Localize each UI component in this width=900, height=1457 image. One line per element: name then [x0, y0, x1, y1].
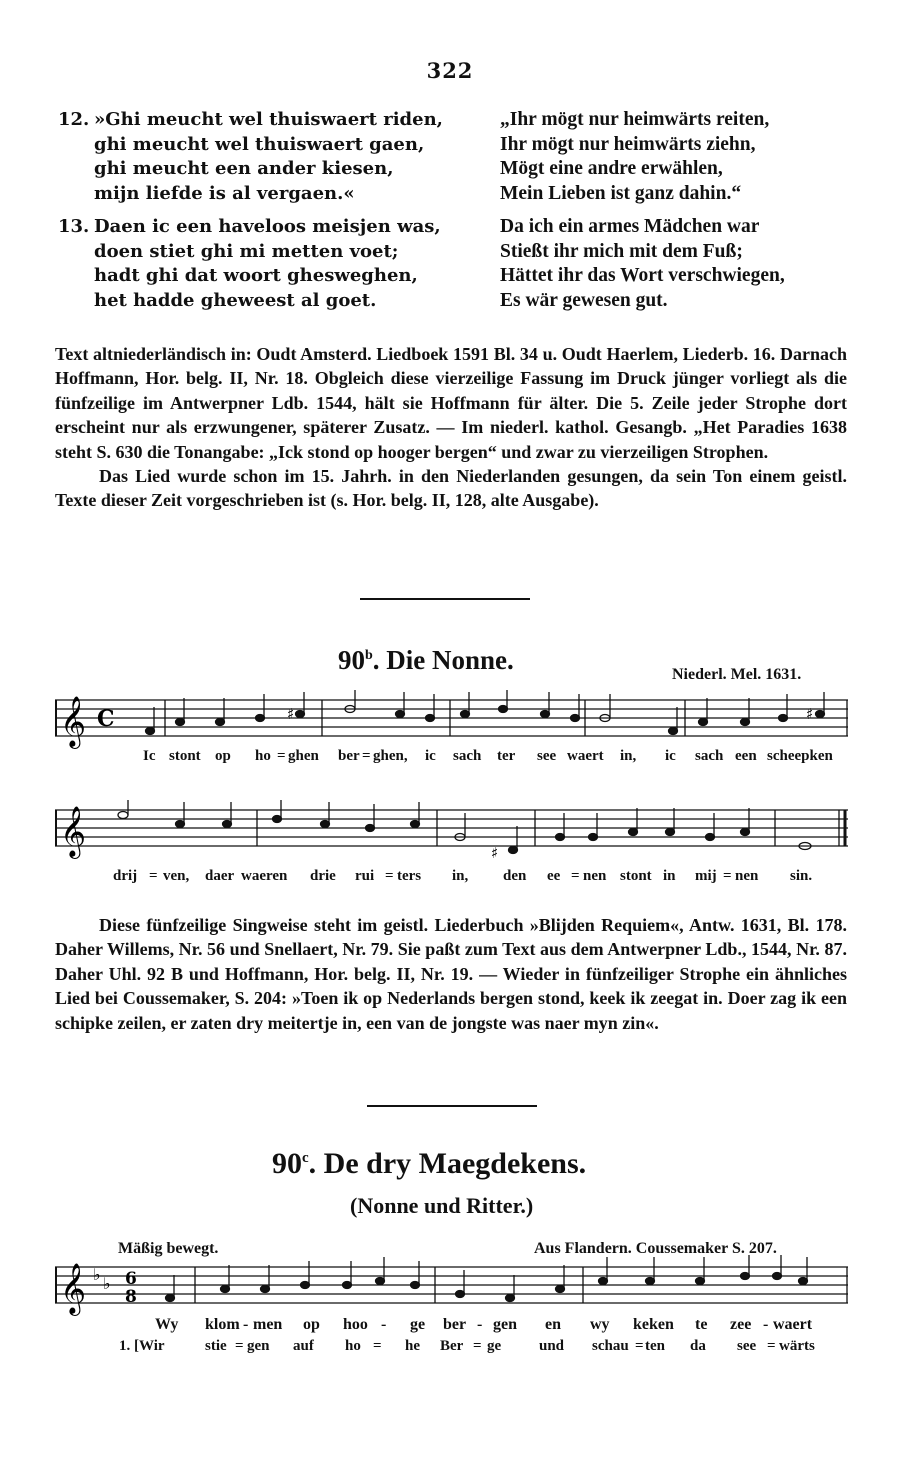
lyric-syllable: gen: [247, 1338, 270, 1354]
song-name: Die Nonne.: [386, 645, 514, 675]
lyric-syllable: da: [690, 1338, 706, 1354]
note-paragraph: Text altniederländisch in: Oudt Amsterd. Liedboek 1591 Bl. 34 u. Oudt Haerlem, Liederb. 16. Darnach Hoffmann, Hor. belg. II, Nr. 18. Obgleich diese vierzeilige Fassung im Druck jünger vorliegt als die fünfzeilige im Antwerpner Ldb. 1544, hält sie Hoffmann für älter. Die 5. Zeile jeder Strophe dort erscheint nur als erzwungener, späterer Zusatz. — Im niederl. kathol. Gesangb. „Het Paradies 1638 steht S. 630 die Tonangabe: „Ick stond op hooger bergen“ und zwar zu vierzeiligen Strophen.: [55, 344, 847, 462]
lyric-syllable: Ic: [143, 748, 156, 764]
lyric-syllable: ho: [255, 748, 271, 764]
song-title: 90$^b$. Die Nonne.: [338, 645, 514, 675]
lyric-syllable: =: [373, 1338, 382, 1354]
lyric-syllable: =: [149, 868, 158, 884]
lyric-syllable: ber: [443, 1316, 467, 1333]
lyric-syllable: zee: [730, 1316, 752, 1333]
lyric-syllable: -: [243, 1316, 249, 1333]
lyric-syllable: daer: [205, 868, 235, 884]
verse-line: het hadde gheweest al goet.: [94, 289, 377, 311]
lyric-syllable: ters: [397, 868, 422, 884]
verse-line: Mögt eine andre erwählen,: [500, 158, 723, 179]
song-subtitle: (Nonne und Ritter.): [350, 1193, 534, 1218]
song-suffix: c: [302, 1150, 309, 1166]
lyric-syllable: 1. [Wir: [119, 1338, 165, 1354]
verse-line: hadt ghi dat woort ghesweghen,: [94, 265, 418, 286]
verse-line: doen stiet ghi mi metten voet;: [94, 240, 399, 262]
stanza-12-dutch: [58, 108, 443, 206]
lyric-syllable: stont: [169, 748, 201, 764]
lyric-syllable: ten: [645, 1338, 665, 1354]
lyric-syllable: in,: [620, 748, 637, 764]
section-divider: [367, 1105, 537, 1107]
lyric-syllable: -: [381, 1316, 387, 1333]
lyric-syllable: =: [385, 868, 394, 884]
lyric-syllable: nen: [735, 868, 759, 884]
lyric-syllable: auf: [293, 1338, 314, 1354]
treble-clef-icon: 𝄞: [60, 696, 87, 747]
svg-text:C: C: [97, 706, 115, 732]
section-divider: [360, 598, 530, 600]
lyric-syllable: keken: [633, 1316, 674, 1333]
svg-text:♯: ♯: [806, 705, 814, 723]
lyric-syllable: hoo: [343, 1316, 368, 1333]
lyric-syllable: =: [635, 1338, 644, 1354]
verse-line: Daen ic een haveloos meisjen was,: [94, 216, 441, 237]
lyric-syllable: Wy: [155, 1316, 179, 1333]
note-paragraph: Diese fünfzeilige Singweise steht im geistl. Liederbuch »Blijden Requiem«, Antw. 1631, Bl. 178. Daher Willems, Nr. 56 und Snellaert, Nr. 79. Sie paßt zum Text aus dem Antwerpner Ldb., 1544, Nr. 87. Daher Uhl. 92 B und Hoffmann, Hor. belg. II, Nr. 19. — Wieder in fünfzeiliger Strophe ein ähnliches Lied bei Coussemaker, S. 204: »Toen ik op Nederlands bergen stond, keek ik zeegat in. Doer zag ik een schipke zeilen, er zaten dry meitertje in, een van de jongste was naer myn zin«.: [55, 915, 847, 1033]
melody-source: Aus Flandern. Coussemaker S. 207.: [534, 1240, 777, 1257]
stanza-number: 13.: [58, 216, 90, 237]
lyric-syllable: ge: [410, 1316, 426, 1333]
lyric-syllable: =: [277, 748, 286, 764]
lyric-syllable: klom: [205, 1316, 240, 1333]
lyric-syllable: =: [767, 1338, 776, 1354]
lyric-syllable: ic: [425, 748, 436, 764]
treble-clef-icon: 𝄞: [60, 806, 87, 857]
stanza-number: 12.: [58, 109, 90, 130]
verse-line: »Ghi meucht wel thuiswaert riden,: [94, 109, 443, 130]
lyric-syllable: =: [362, 748, 371, 764]
treble-clef-icon: 𝄞: [60, 1263, 87, 1314]
lyric-syllable: sach: [695, 748, 724, 764]
lyric-syllable: in,: [452, 868, 469, 884]
song-name: De dry Maegdekens.: [323, 1147, 587, 1180]
verse-line: ghi meucht een ander kiesen,: [94, 158, 394, 179]
lyric-syllable: ge: [487, 1338, 502, 1354]
melody-source: Niederl. Mel. 1631.: [672, 666, 802, 683]
verse-line: Mein Lieben ist ganz dahin.“: [500, 182, 742, 204]
lyric-syllable: schau: [592, 1338, 629, 1354]
verse-line: mijn liefde is al vergaen.«: [94, 182, 355, 204]
lyric-syllable: ven,: [163, 868, 190, 884]
lyric-syllable: den: [503, 868, 527, 884]
lyric-syllable: en: [545, 1316, 561, 1333]
page-number: 322: [426, 58, 474, 83]
lyric-syllable: drie: [310, 868, 336, 884]
tempo-marking: Mäßig bewegt.: [118, 1240, 219, 1257]
lyric-syllable: waert: [567, 748, 604, 764]
music-staff: [55, 690, 850, 750]
lyric-syllable: waert: [773, 1316, 813, 1333]
time-signature-top: 6: [125, 1269, 137, 1289]
music-staff: [55, 1255, 850, 1317]
verse-line: „Ihr mögt nur heimwärts reiten,: [500, 109, 770, 130]
song-suffix: b: [365, 648, 373, 663]
lyric-syllable: men: [253, 1316, 283, 1333]
svg-text:♯: ♯: [491, 844, 499, 862]
lyric-syllable: stont: [620, 868, 652, 884]
song-number: 90: [272, 1147, 302, 1180]
lyric-syllable: op: [303, 1316, 320, 1333]
lyric-syllable: -: [477, 1316, 483, 1333]
lyric-syllable: see: [537, 748, 557, 764]
note-paragraph: Das Lied wurde schon im 15. Jahrh. in den Niederlanden gesungen, da sein Ton einem geistl. Texte dieser Zeit vorgeschrieben ist (s. Hor. belg. II, 128, alte Ausgabe).: [55, 466, 847, 511]
lyric-syllable: ic: [665, 748, 676, 764]
lyric-syllable: see: [737, 1338, 757, 1354]
song-number: 90: [338, 645, 365, 675]
lyric-syllable: waeren: [241, 868, 288, 884]
lyric-syllable: nen: [583, 868, 607, 884]
lyric-syllable: sach: [453, 748, 482, 764]
lyric-syllable: rui: [355, 868, 375, 884]
lyric-syllable: een: [735, 748, 757, 764]
svg-text:♭: ♭: [93, 1265, 101, 1284]
time-signature-bottom: 8: [125, 1287, 137, 1307]
lyric-syllable: wy: [590, 1316, 610, 1333]
lyric-syllable: op: [215, 748, 231, 764]
stanza-13-german: [500, 215, 785, 313]
svg-text:♯: ♯: [287, 705, 295, 723]
lyric-syllable: te: [695, 1316, 708, 1333]
verse-line: Hättet ihr das Wort verschwiegen,: [500, 265, 785, 286]
verse-line: Da ich ein armes Mädchen war: [500, 216, 760, 237]
lyric-syllable: =: [235, 1338, 244, 1354]
svg-text:♭: ♭: [103, 1274, 111, 1293]
lyric-syllable: ee: [547, 868, 561, 884]
lyric-syllable: ghen,: [373, 748, 408, 764]
lyric-syllable: =: [723, 868, 732, 884]
stanza-13-dutch: [58, 215, 441, 313]
lyric-syllable: drij: [113, 868, 138, 884]
lyric-syllable: -: [763, 1316, 769, 1333]
lyric-syllable: he: [405, 1338, 420, 1354]
lyric-syllable: mij: [695, 868, 717, 884]
lyric-syllable: wärts: [779, 1338, 815, 1354]
lyric-syllable: und: [539, 1338, 565, 1354]
verse-line: Ihr mögt nur heimwärts ziehn,: [500, 133, 756, 155]
lyric-syllable: ber: [338, 748, 360, 764]
verse-line: ghi meucht wel thuiswaert gaen,: [94, 133, 425, 155]
lyric-syllable: ghen: [288, 748, 319, 764]
lyric-syllable: scheepken: [767, 748, 833, 764]
song-title: 90$^c$. De dry Maegdekens.: [272, 1147, 587, 1180]
music-staff: [55, 800, 850, 866]
lyric-syllable: ter: [497, 748, 516, 764]
lyric-syllable: =: [473, 1338, 482, 1354]
melody-note: [55, 913, 847, 1035]
verse-line: Stießt ihr mich mit dem Fuß;: [500, 240, 743, 262]
lyric-syllable: =: [571, 868, 580, 884]
lyric-syllable: Ber: [440, 1338, 464, 1354]
verse-line: Es wär gewesen gut.: [500, 289, 668, 311]
lyric-syllable: ho: [345, 1338, 361, 1354]
lyric-syllable: stie: [205, 1338, 227, 1354]
lyric-syllable: in: [663, 868, 676, 884]
lyric-syllable: sin.: [790, 868, 813, 884]
lyric-syllable: gen: [493, 1316, 517, 1333]
source-note: [55, 342, 847, 513]
stanza-12-german: [500, 108, 769, 206]
